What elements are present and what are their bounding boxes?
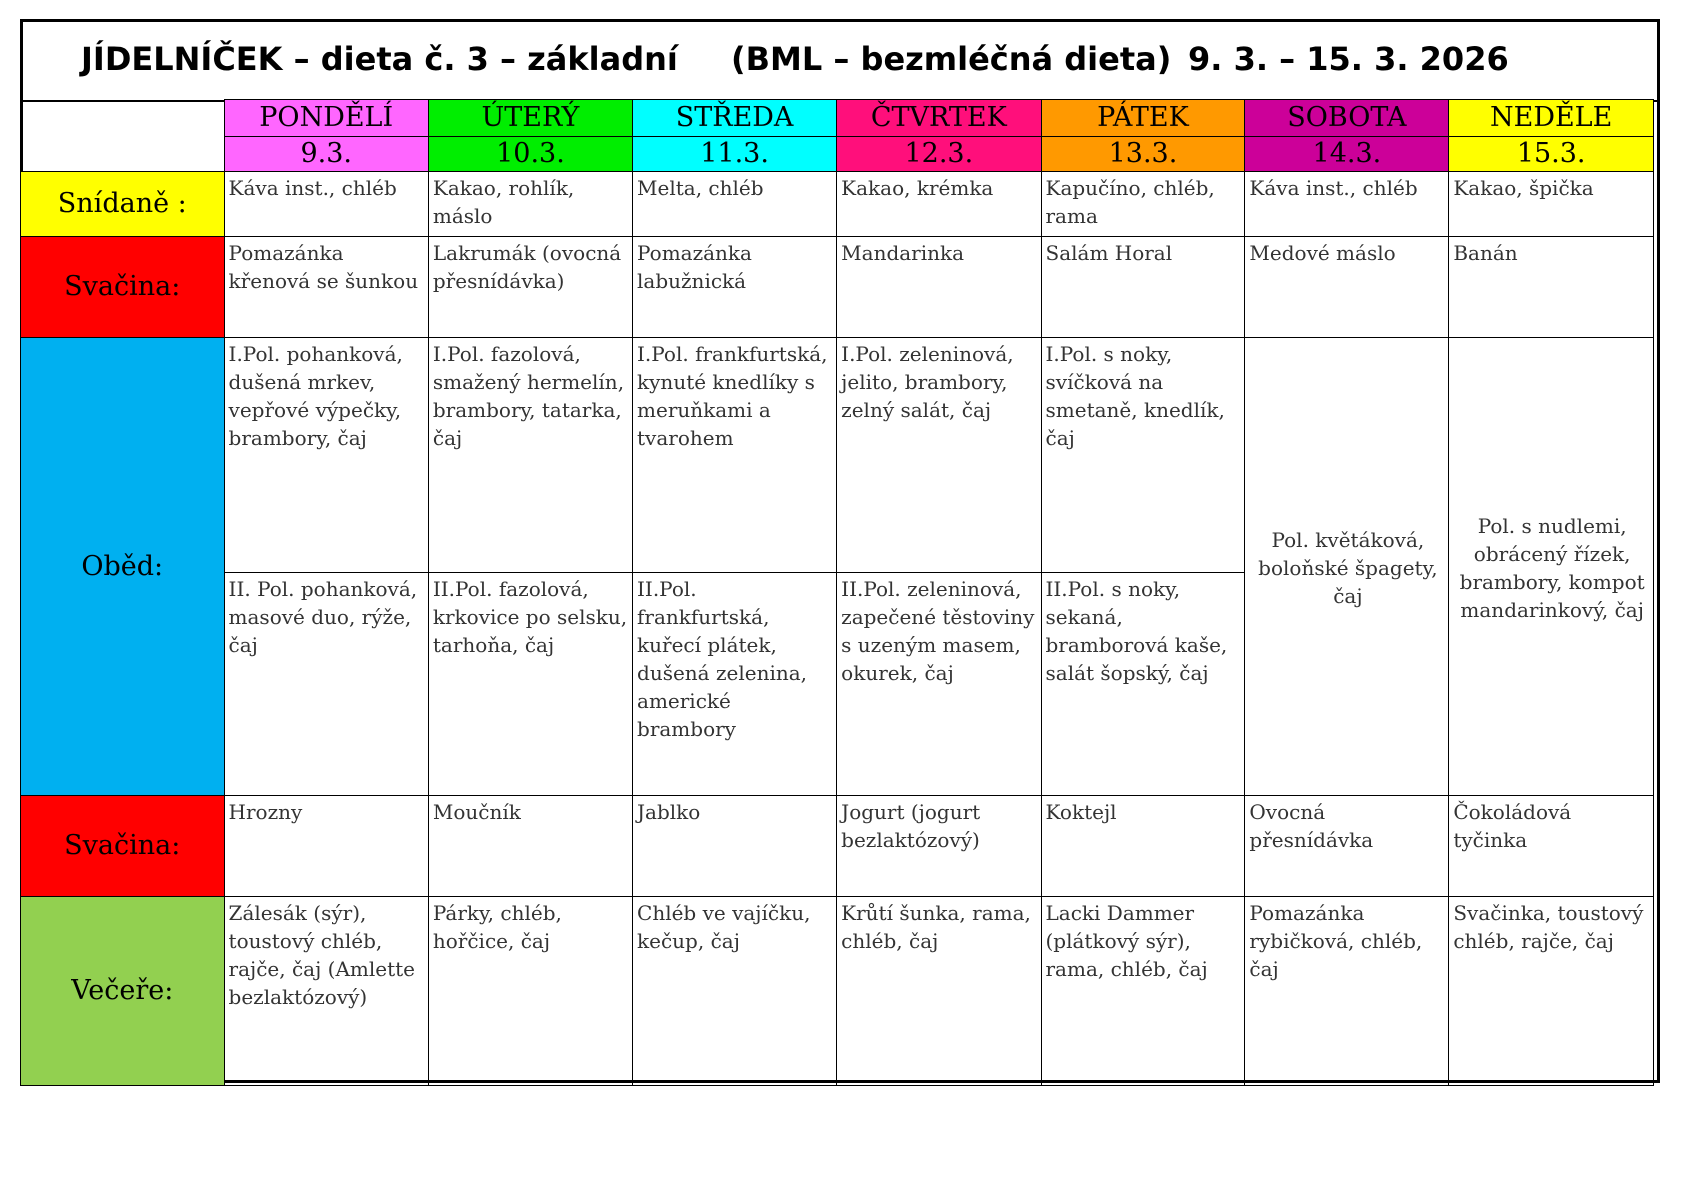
day-name: ÚTERÝ — [428, 100, 632, 137]
snack2-text: Koktejl — [1045, 800, 1117, 824]
breakfast-cell — [224, 172, 428, 237]
snack2-cell — [224, 796, 428, 897]
dinner-text: Lacki Dammer (plátkový sýr), rama, chléb, čaj — [1045, 901, 1208, 981]
lunch-second-cell — [633, 573, 837, 796]
lunch-second-text: II.Pol. frankfurtská, kuřecí plátek, dušená zelenina, americké brambory — [637, 577, 808, 741]
day-name: ČTVRTEK — [837, 100, 1041, 137]
lunch-second-cell — [837, 573, 1041, 796]
dinner-text: Svačinka, toustový chléb, rajče, čaj — [1453, 901, 1644, 953]
day-date: 10.3. — [428, 137, 632, 172]
snack2-cell — [428, 796, 632, 897]
snack1-label: Svačina: — [21, 237, 225, 338]
lunch-first-cell — [224, 338, 428, 573]
lunch-row-first — [21, 338, 1654, 573]
menu-sheet — [20, 19, 1660, 1083]
snack1-cell — [1245, 237, 1449, 338]
lunch-weekend-cell — [1449, 338, 1654, 796]
snack1-text: Salám Horal — [1045, 241, 1173, 265]
lunch-sunday-text: Pol. s nudlemi, obrácený řízek, brambory, kompot mandarinkový, čaj — [1459, 513, 1645, 622]
snack2-cell — [1245, 796, 1449, 897]
day-name: STŘEDA — [633, 100, 837, 137]
lunch-first-cell — [633, 338, 837, 573]
lunch-second-cell — [428, 573, 632, 796]
day-name: SOBOTA — [1245, 100, 1449, 137]
snack2-text: Jogurt (jogurt bezlaktózový) — [841, 800, 981, 852]
snack1-cell — [224, 237, 428, 338]
snack1-cell — [633, 237, 837, 338]
breakfast-text: Melta, chléb — [637, 176, 764, 200]
lunch-first-text: I.Pol. s noky, svíčková na smetaně, knedlík, čaj — [1045, 342, 1225, 450]
day-name: NEDĚLE — [1449, 100, 1654, 137]
snack2-text: Čokoládová tyčinka — [1453, 800, 1572, 852]
dinner-cell — [1041, 897, 1245, 1086]
breakfast-cell — [633, 172, 837, 237]
dinner-cell — [224, 897, 428, 1086]
dinner-row — [21, 897, 1654, 1086]
snack1-text: Pomazánka labužnická — [637, 241, 752, 293]
corner-cell — [21, 100, 225, 172]
breakfast-text: Kakao, krémka — [841, 176, 994, 200]
menu-table — [20, 99, 1654, 1086]
breakfast-text: Kakao, špička — [1453, 176, 1594, 200]
dinner-cell — [633, 897, 837, 1086]
snack2-cell — [633, 796, 837, 897]
breakfast-text: Káva inst., chléb — [1249, 176, 1418, 200]
dinner-label: Večeře: — [21, 897, 225, 1086]
snack1-cell — [428, 237, 632, 338]
dinner-text: Párky, chléb, hořčice, čaj — [432, 901, 562, 953]
lunch-second-cell — [224, 573, 428, 796]
day-date: 12.3. — [837, 137, 1041, 172]
snack1-row — [21, 237, 1654, 338]
lunch-second-text: II.Pol. fazolová, krkovice po selsku, tarhoňa, čaj — [432, 577, 628, 657]
snack2-text: Hrozny — [228, 800, 303, 824]
breakfast-cell — [1245, 172, 1449, 237]
day-date: 15.3. — [1449, 137, 1654, 172]
day-date: 11.3. — [633, 137, 837, 172]
snack2-text: Jablko — [637, 800, 701, 824]
day-names-row — [21, 100, 1654, 137]
dinner-cell — [428, 897, 632, 1086]
snack2-row — [21, 796, 1654, 897]
breakfast-text: Kakao, rohlík, máslo — [432, 176, 575, 228]
snack2-cell — [1041, 796, 1245, 897]
snack1-text: Banán — [1453, 241, 1518, 265]
lunch-second-text: II.Pol. zeleninová, zapečené těstoviny s uzeným masem, okurek, čaj — [841, 577, 1035, 685]
breakfast-cell — [428, 172, 632, 237]
lunch-saturday-text: Pol. květáková, boloňské špagety, čaj — [1258, 527, 1438, 608]
breakfast-cell — [1041, 172, 1245, 237]
day-name: PÁTEK — [1041, 100, 1245, 137]
day-date: 13.3. — [1041, 137, 1245, 172]
diet-subtitle: (BML – bezmléčná dieta) — [731, 40, 1172, 78]
breakfast-text: Káva inst., chléb — [228, 176, 397, 200]
snack2-label: Svačina: — [21, 796, 225, 897]
day-date: 14.3. — [1245, 137, 1449, 172]
lunch-first-text: I.Pol. fazolová, smažený hermelín, brambory, tatarka, čaj — [432, 342, 625, 450]
date-range: 9. 3. – 15. 3. 2026 — [1188, 40, 1509, 78]
dinner-text: Krůtí šunka, rama, chléb, čaj — [841, 901, 1031, 953]
breakfast-cell — [837, 172, 1041, 237]
dinner-text: Chléb ve vajíčku, kečup, čaj — [637, 901, 811, 953]
breakfast-text: Kapučíno, chléb, rama — [1045, 176, 1215, 228]
dinner-text: Pomazánka rybičková, chléb, čaj — [1249, 901, 1423, 981]
snack2-cell — [837, 796, 1041, 897]
lunch-first-text: I.Pol. frankfurtská, kynuté knedlíky s meruňkami a tvarohem — [637, 342, 828, 450]
lunch-second-text: II. Pol. pohanková, masové duo, rýže, čaj — [228, 577, 418, 657]
breakfast-cell — [1449, 172, 1654, 237]
snack1-text: Pomazánka křenová se šunkou — [228, 241, 419, 293]
snack1-text: Medové máslo — [1249, 241, 1396, 265]
breakfast-row — [21, 172, 1654, 237]
snack2-text: Ovocná přesnídávka — [1249, 800, 1374, 852]
snack1-text: Lakrumák (ovocná přesnídávka) — [432, 241, 622, 293]
lunch-first-text: I.Pol. zeleninová, jelito, brambory, zelný salát, čaj — [841, 342, 1014, 422]
day-date: 9.3. — [224, 137, 428, 172]
snack1-text: Mandarinka — [841, 241, 965, 265]
day-dates-row — [21, 137, 1654, 172]
lunch-label: Oběd: — [21, 338, 225, 796]
dinner-cell — [1449, 897, 1654, 1086]
snack1-cell — [1041, 237, 1245, 338]
lunch-second-cell — [1041, 573, 1245, 796]
lunch-first-cell — [428, 338, 632, 573]
lunch-second-text: II.Pol. s noky, sekaná, bramborová kaše, salát šopský, čaj — [1045, 577, 1228, 685]
menu-title: JÍDELNÍČEK – dieta č. 3 – základní — [81, 40, 678, 78]
snack1-cell — [837, 237, 1041, 338]
day-name: PONDĚLÍ — [224, 100, 428, 137]
lunch-first-cell — [1041, 338, 1245, 573]
dinner-cell — [837, 897, 1041, 1086]
lunch-weekend-cell — [1245, 338, 1449, 796]
snack2-text: Moučník — [432, 800, 521, 824]
lunch-first-cell — [837, 338, 1041, 573]
breakfast-label: Snídaně : — [21, 172, 225, 237]
dinner-text: Zálesák (sýr), toustový chléb, rajče, čaj (Amlette bezlaktózový) — [228, 901, 416, 1009]
title-row — [23, 22, 1657, 102]
lunch-first-text: I.Pol. pohanková, dušená mrkev, vepřové výpečky, brambory, čaj — [228, 342, 403, 450]
snack2-cell — [1449, 796, 1654, 897]
dinner-cell — [1245, 897, 1449, 1086]
snack1-cell — [1449, 237, 1654, 338]
